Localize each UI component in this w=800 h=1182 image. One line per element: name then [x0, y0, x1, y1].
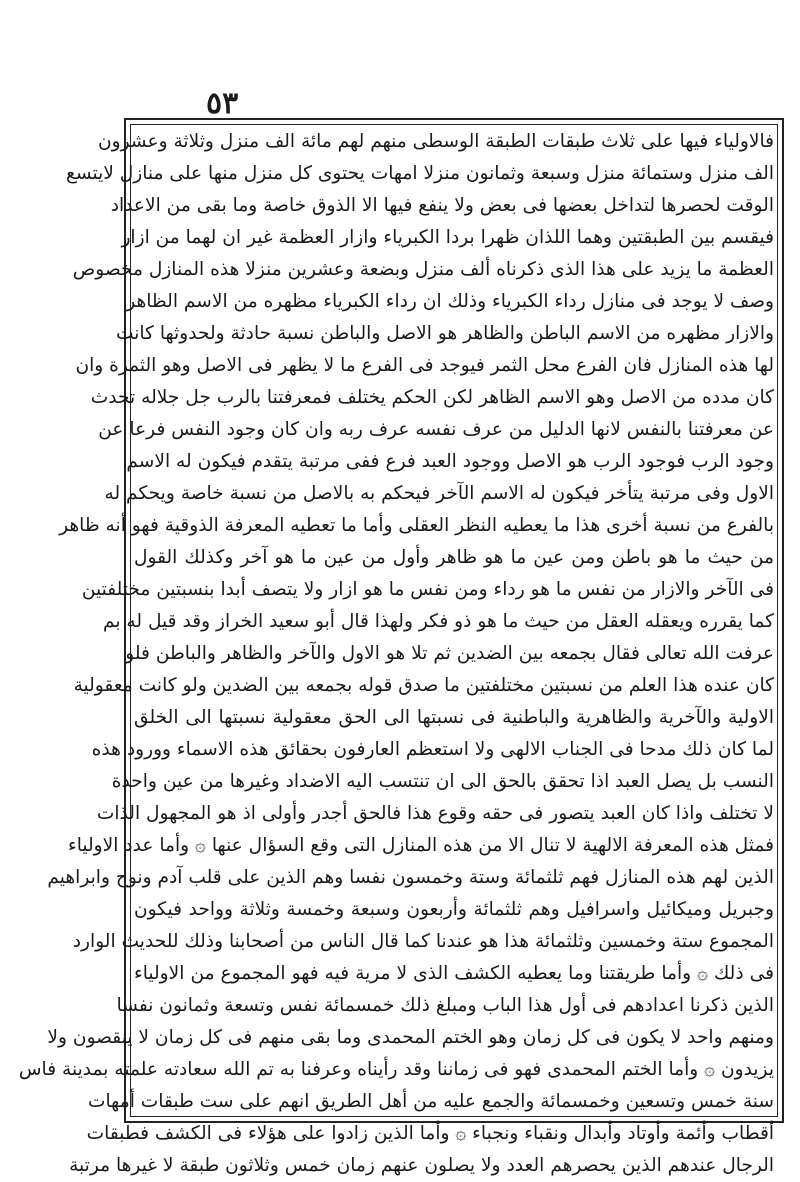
- text-line: كما يقرره ويعقله العقل من حيث ما هو ذو فكر ولهذا قال أبو سعيد الخراز وقد قيل له بم: [102, 611, 774, 632]
- text-line: بالفرع من نسبة أخرى هذا ما يعطيه النظر العقلى وأما ما تعطيه المعرفة الذوقية فهو أنه ظاهر: [59, 515, 774, 536]
- text-line: وصف لا يوجد فى منازل رداء الكبرياء وذلك ان رداء الكبرياء مظهره من الاسم الظاهر: [126, 291, 774, 312]
- text-line: يزيدون ۞ وأما الختم المحمدى فهو فى زماننا وقد رأيناه وعرفنا به تم الله سعادته علمته بمدينة فاس: [18, 1059, 774, 1080]
- text-line: لما كان ذلك مدحا فى الجناب الالهى ولا استعظم العارفون بحقائق هذه الاسماء وورود هذه: [91, 739, 774, 760]
- text-line: الوقت لحصرها لتداخل بعضها فى بعض ولا ينفع فيها الا الذوق خاصة وما بقى من الاعداد: [110, 195, 774, 216]
- text-line: كان عنده هذا العلم من نسبتين مختلفتين ما صدق قوله بجمعه بين الضدين ولو كانت معقولية: [73, 675, 774, 696]
- text-line: عن معرفتنا بالنفس لانها الدليل من عرف نفسه عرف ربه وان كان وجود النفس فرعا عن: [98, 419, 774, 440]
- text-line: سنة خمس وتسعين وخمسمائة والجمع عليه من أهل الطريق انهم على ست طبقات أمهات: [88, 1091, 774, 1112]
- text-line: عرفت الله تعالى فقال بجمعه بين الضدين ثم تلا هو الاول والآخر والظاهر والباطن فلو: [125, 643, 774, 664]
- text-body: [18, 126, 774, 1176]
- text-line: الاول وفى مرتبة يتأخر فيكون له الاسم الآخر فيحكم به بالاصل من نسبة خاصة ويحكم له: [104, 483, 774, 504]
- text-line: فى الآخر والازار من نفس ما هو رداء ومن نفس ما هو ازار ولا يتصف أبدا بنسبتين مختلفتين: [81, 579, 774, 600]
- text-line: الذين لهم هذه المنازل فهم ثلثمائة وستة وخمسون نفسا وهم الذين على قلب آدم ونوح وابراهيم: [47, 867, 774, 888]
- text-line: والازار مظهره من الاسم الباطن والظاهر هو الاصل والباطن نسبة حادثة ولحدوثها كانت: [115, 323, 774, 344]
- text-line: الذين ذكرنا اعدادهم فى أول هذا الباب ومبلغ ذلك خمسمائة نفس وتسعة وثمانون نفسا: [116, 995, 774, 1016]
- text-line: الاولية والآخرية والظاهرية والباطنية فى نسبتها الى الحق معقولية نسبتها الى الخلق: [134, 707, 774, 728]
- text-line: لا تختلف واذا كان العبد يتصور فى حقه وقوع هذا فالحق أجدر وأولى اذ هو المجهول الذات: [96, 803, 774, 824]
- text-line: كان مدده من الاصل وهو الاسم الظاهر لكن الحكم يختلف فمعرفتنا بالرب جل جلاله تحدث: [90, 387, 774, 408]
- text-line: ومنهم واحد لا يكون فى كل زمان وهو الختم المحمدى وما بقى منهم فى كل زمان لا ينقصون ولا: [47, 1027, 774, 1048]
- text-line: وجبريل وميكائيل واسرافيل وهم ثلثمائة وأربعون وسبعة وخمسة وثلاثة وواحد فيكون: [134, 899, 774, 920]
- text-line: فى ذلك ۞ وأما طريقتنا وما يعطيه الكشف الذى لا مرية فيه فهو المجموع من الاولياء: [134, 963, 774, 984]
- text-line: فيقسم بين الطبقتين وهما اللذان ظهرا بردا الكبرياء وازار العظمة غير ان لهما من ازار: [121, 227, 774, 248]
- text-line: أقطاب وأئمة وأوتاد وأبدال ونقباء ونجباء ۞ وأما الذين زادوا على هؤلاء فى الكشف فطبقات: [86, 1123, 774, 1144]
- text-line: وجود الرب فوجود الرب هو الاصل ووجود العبد فرع ففى مرتبة يتقدم فيكون له الاسم: [126, 451, 774, 472]
- text-line: فالاولياء فيها على ثلاث طبقات الطبقة الوسطى منهم لهم مائة الف منزل وثلاثة وعشرون: [98, 131, 774, 152]
- text-line: النسب بل يصل العبد اذا تحقق بالحق الى ان تنتسب اليه الاضداد وغيرها من عين واحدة: [111, 771, 774, 792]
- text-line: الرجال عندهم الذين يحصرهم العدد ولا يصلون عنهم زمان خمس وثلاثون طبقة لا غيرها مرتبة: [69, 1155, 774, 1176]
- text-line: المجموع ستة وخمسين وثلثمائة هذا هو عندنا كما قال الناس من أصحابنا وذلك للحديث الوارد: [72, 931, 774, 952]
- text-line: من حيث ما هو باطن ومن عين ما هو ظاهر وأول من عين ما هو آخر وكذلك القول: [134, 547, 774, 568]
- text-line: الف منزل وستمائة منزل وسبعة وثمانون منزلا امهات يحتوى كل منزل منها على منازل لايتسع: [65, 163, 774, 184]
- text-line: لها هذه المنازل فان الفرع محل الثمر فيوجد فى الفرع ما لا يظهر فى الاصل وهو الثمرة وان: [75, 355, 774, 376]
- page-number: ٥٣: [206, 86, 239, 121]
- text-line: فمثل هذه المعرفة الالهية لا تنال الا من هذه المنازل التى وقع السؤال عنها ۞ وأما عدد الاولياء: [67, 835, 774, 856]
- text-line: العظمة ما يزيد على هذا الذى ذكرناه ألف منزل وبضعة وعشرين منزلا هذه المنازل مخصوص: [72, 259, 774, 280]
